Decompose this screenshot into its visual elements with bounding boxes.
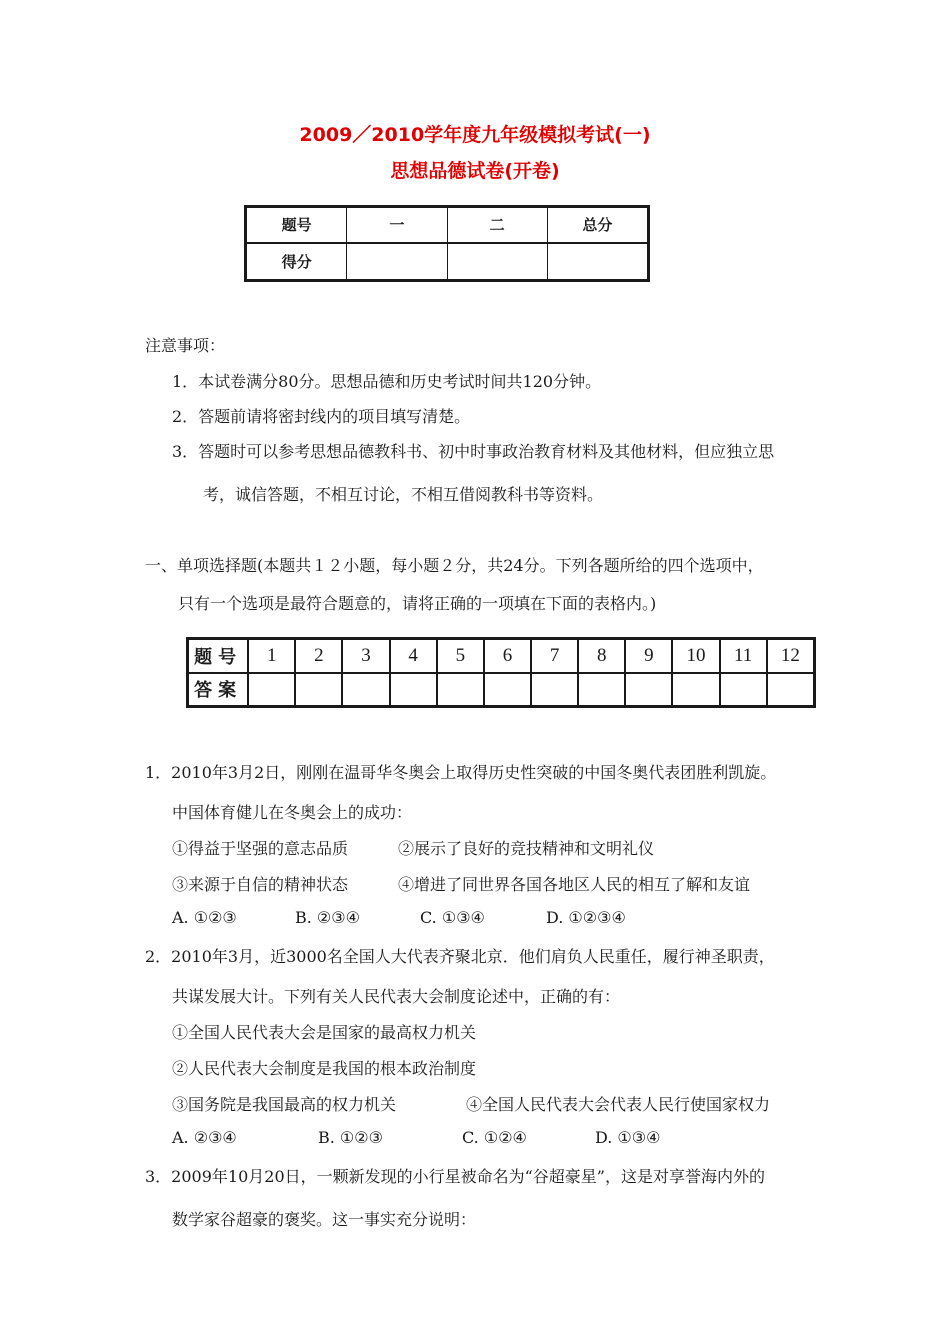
answer-cell[interactable] bbox=[390, 673, 437, 707]
answer-table-label-answer: 答案 bbox=[188, 673, 249, 707]
notice-item-3-continued: 考，诚信答题，不相互讨论，不相互借阅教科书等资料。 bbox=[203, 485, 604, 504]
score-table-part-2: 二 bbox=[447, 207, 547, 243]
question-2-statement-2: ②人民代表大会制度是我国的根本政治制度 bbox=[172, 1059, 477, 1078]
question-1-stem-continued: 中国体育健儿在冬奥会上的成功： bbox=[172, 803, 413, 822]
question-2-statement-1: ①全国人民代表大会是国家的最高权力机关 bbox=[172, 1023, 477, 1042]
question-1-choice-c[interactable]: C. ①③④ bbox=[420, 908, 485, 927]
answer-cell[interactable] bbox=[295, 673, 342, 707]
score-cell-total[interactable] bbox=[547, 243, 648, 281]
answer-cell[interactable] bbox=[484, 673, 531, 707]
answer-table-number: 8 bbox=[578, 639, 625, 673]
answer-table-label-number: 题号 bbox=[188, 639, 249, 673]
question-2-choice-b[interactable]: B. ①②③ bbox=[318, 1128, 383, 1147]
answer-cell[interactable] bbox=[672, 673, 719, 707]
question-2-statement-4: ④全国人民代表大会代表人民行使国家权力 bbox=[466, 1095, 771, 1114]
notice-item-2: 2．答题前请将密封线内的项目填写清楚。 bbox=[172, 407, 471, 426]
answer-cell[interactable] bbox=[248, 673, 295, 707]
answer-table-number: 5 bbox=[437, 639, 484, 673]
question-2-choice-c[interactable]: C. ①②④ bbox=[462, 1128, 527, 1147]
answer-table-number: 3 bbox=[342, 639, 389, 673]
answer-cell[interactable] bbox=[342, 673, 389, 707]
answer-table-number: 9 bbox=[625, 639, 672, 673]
section-1-instruction-continued: 只有一个选项是最符合题意的，请将正确的一项填在下面的表格内。) bbox=[178, 594, 657, 613]
answer-cell[interactable] bbox=[767, 673, 815, 707]
answer-table-number: 2 bbox=[295, 639, 342, 673]
question-1-statement-4: ④增进了同世界各国各地区人民的相互了解和友谊 bbox=[398, 875, 751, 894]
score-cell-part-1[interactable] bbox=[347, 243, 447, 281]
answer-table-number: 10 bbox=[672, 639, 719, 673]
question-1-choice-b[interactable]: B. ②③④ bbox=[295, 908, 360, 927]
notice-heading: 注意事项： bbox=[145, 336, 226, 355]
question-2-statement-3: ③国务院是我国最高的权力机关 bbox=[172, 1095, 397, 1114]
answer-table-number: 12 bbox=[767, 639, 815, 673]
answer-cell[interactable] bbox=[578, 673, 625, 707]
page-title: 2009／2010学年度九年级模拟考试(一) bbox=[299, 124, 651, 146]
question-2-stem: 2．2010年3月，近3000名全国人大代表齐聚北京．他们肩负人民重任，履行神圣职责， bbox=[145, 947, 775, 966]
question-1-statement-3: ③来源于自信的精神状态 bbox=[172, 875, 349, 894]
question-1-choice-d[interactable]: D. ①②③④ bbox=[546, 908, 626, 927]
answer-table-number: 7 bbox=[531, 639, 578, 673]
answer-cell[interactable] bbox=[720, 673, 767, 707]
score-table bbox=[244, 205, 650, 282]
answer-table-number: 4 bbox=[390, 639, 437, 673]
answer-cell[interactable] bbox=[531, 673, 578, 707]
score-table-part-1: 一 bbox=[347, 207, 447, 243]
question-1-statement-2: ②展示了良好的竞技精神和文明礼仪 bbox=[398, 839, 655, 858]
answer-table-number: 1 bbox=[248, 639, 295, 673]
answer-table-number: 11 bbox=[720, 639, 767, 673]
notice-item-1: 1．本试卷满分80分。思想品德和历史考试时间共120分钟。 bbox=[172, 372, 602, 391]
question-1-stem: 1．2010年3月2日，刚刚在温哥华冬奥会上取得历史性突破的中国冬奥代表团胜利凯旋。 bbox=[145, 763, 777, 782]
question-2-choice-a[interactable]: A. ②③④ bbox=[172, 1128, 237, 1147]
score-cell-part-2[interactable] bbox=[447, 243, 547, 281]
question-1-statement-1: ①得益于坚强的意志品质 bbox=[172, 839, 349, 858]
answer-table bbox=[186, 637, 816, 708]
question-3-stem: 3．2009年10月20日，一颗新发现的小行星被命名为“谷超豪星”，这是对享誉海内外的 bbox=[145, 1167, 765, 1186]
page-subtitle: 思想品德试卷(开卷) bbox=[390, 160, 560, 182]
answer-cell[interactable] bbox=[437, 673, 484, 707]
section-1-instruction: 一、单项选择题(本题共１２小题，每小题２分，共24分。下列各题所给的四个选项中， bbox=[145, 556, 764, 575]
score-table-label-score: 得分 bbox=[246, 243, 347, 281]
answer-table-number: 6 bbox=[484, 639, 531, 673]
question-3-stem-continued: 数学家谷超豪的褒奖。这一事实充分说明： bbox=[172, 1210, 477, 1229]
question-1-choice-a[interactable]: A. ①②③ bbox=[172, 908, 237, 927]
notice-item-3: 3．答题时可以参考思想品德教科书、初中时事政治教育材料及其他材料，但应独立思 bbox=[172, 442, 775, 461]
question-2-stem-continued: 共谋发展大计。下列有关人民代表大会制度论述中，正确的有： bbox=[172, 987, 621, 1006]
question-2-choice-d[interactable]: D. ①③④ bbox=[595, 1128, 661, 1147]
score-table-label-number: 题号 bbox=[246, 207, 347, 243]
score-table-total: 总分 bbox=[547, 207, 648, 243]
answer-cell[interactable] bbox=[625, 673, 672, 707]
